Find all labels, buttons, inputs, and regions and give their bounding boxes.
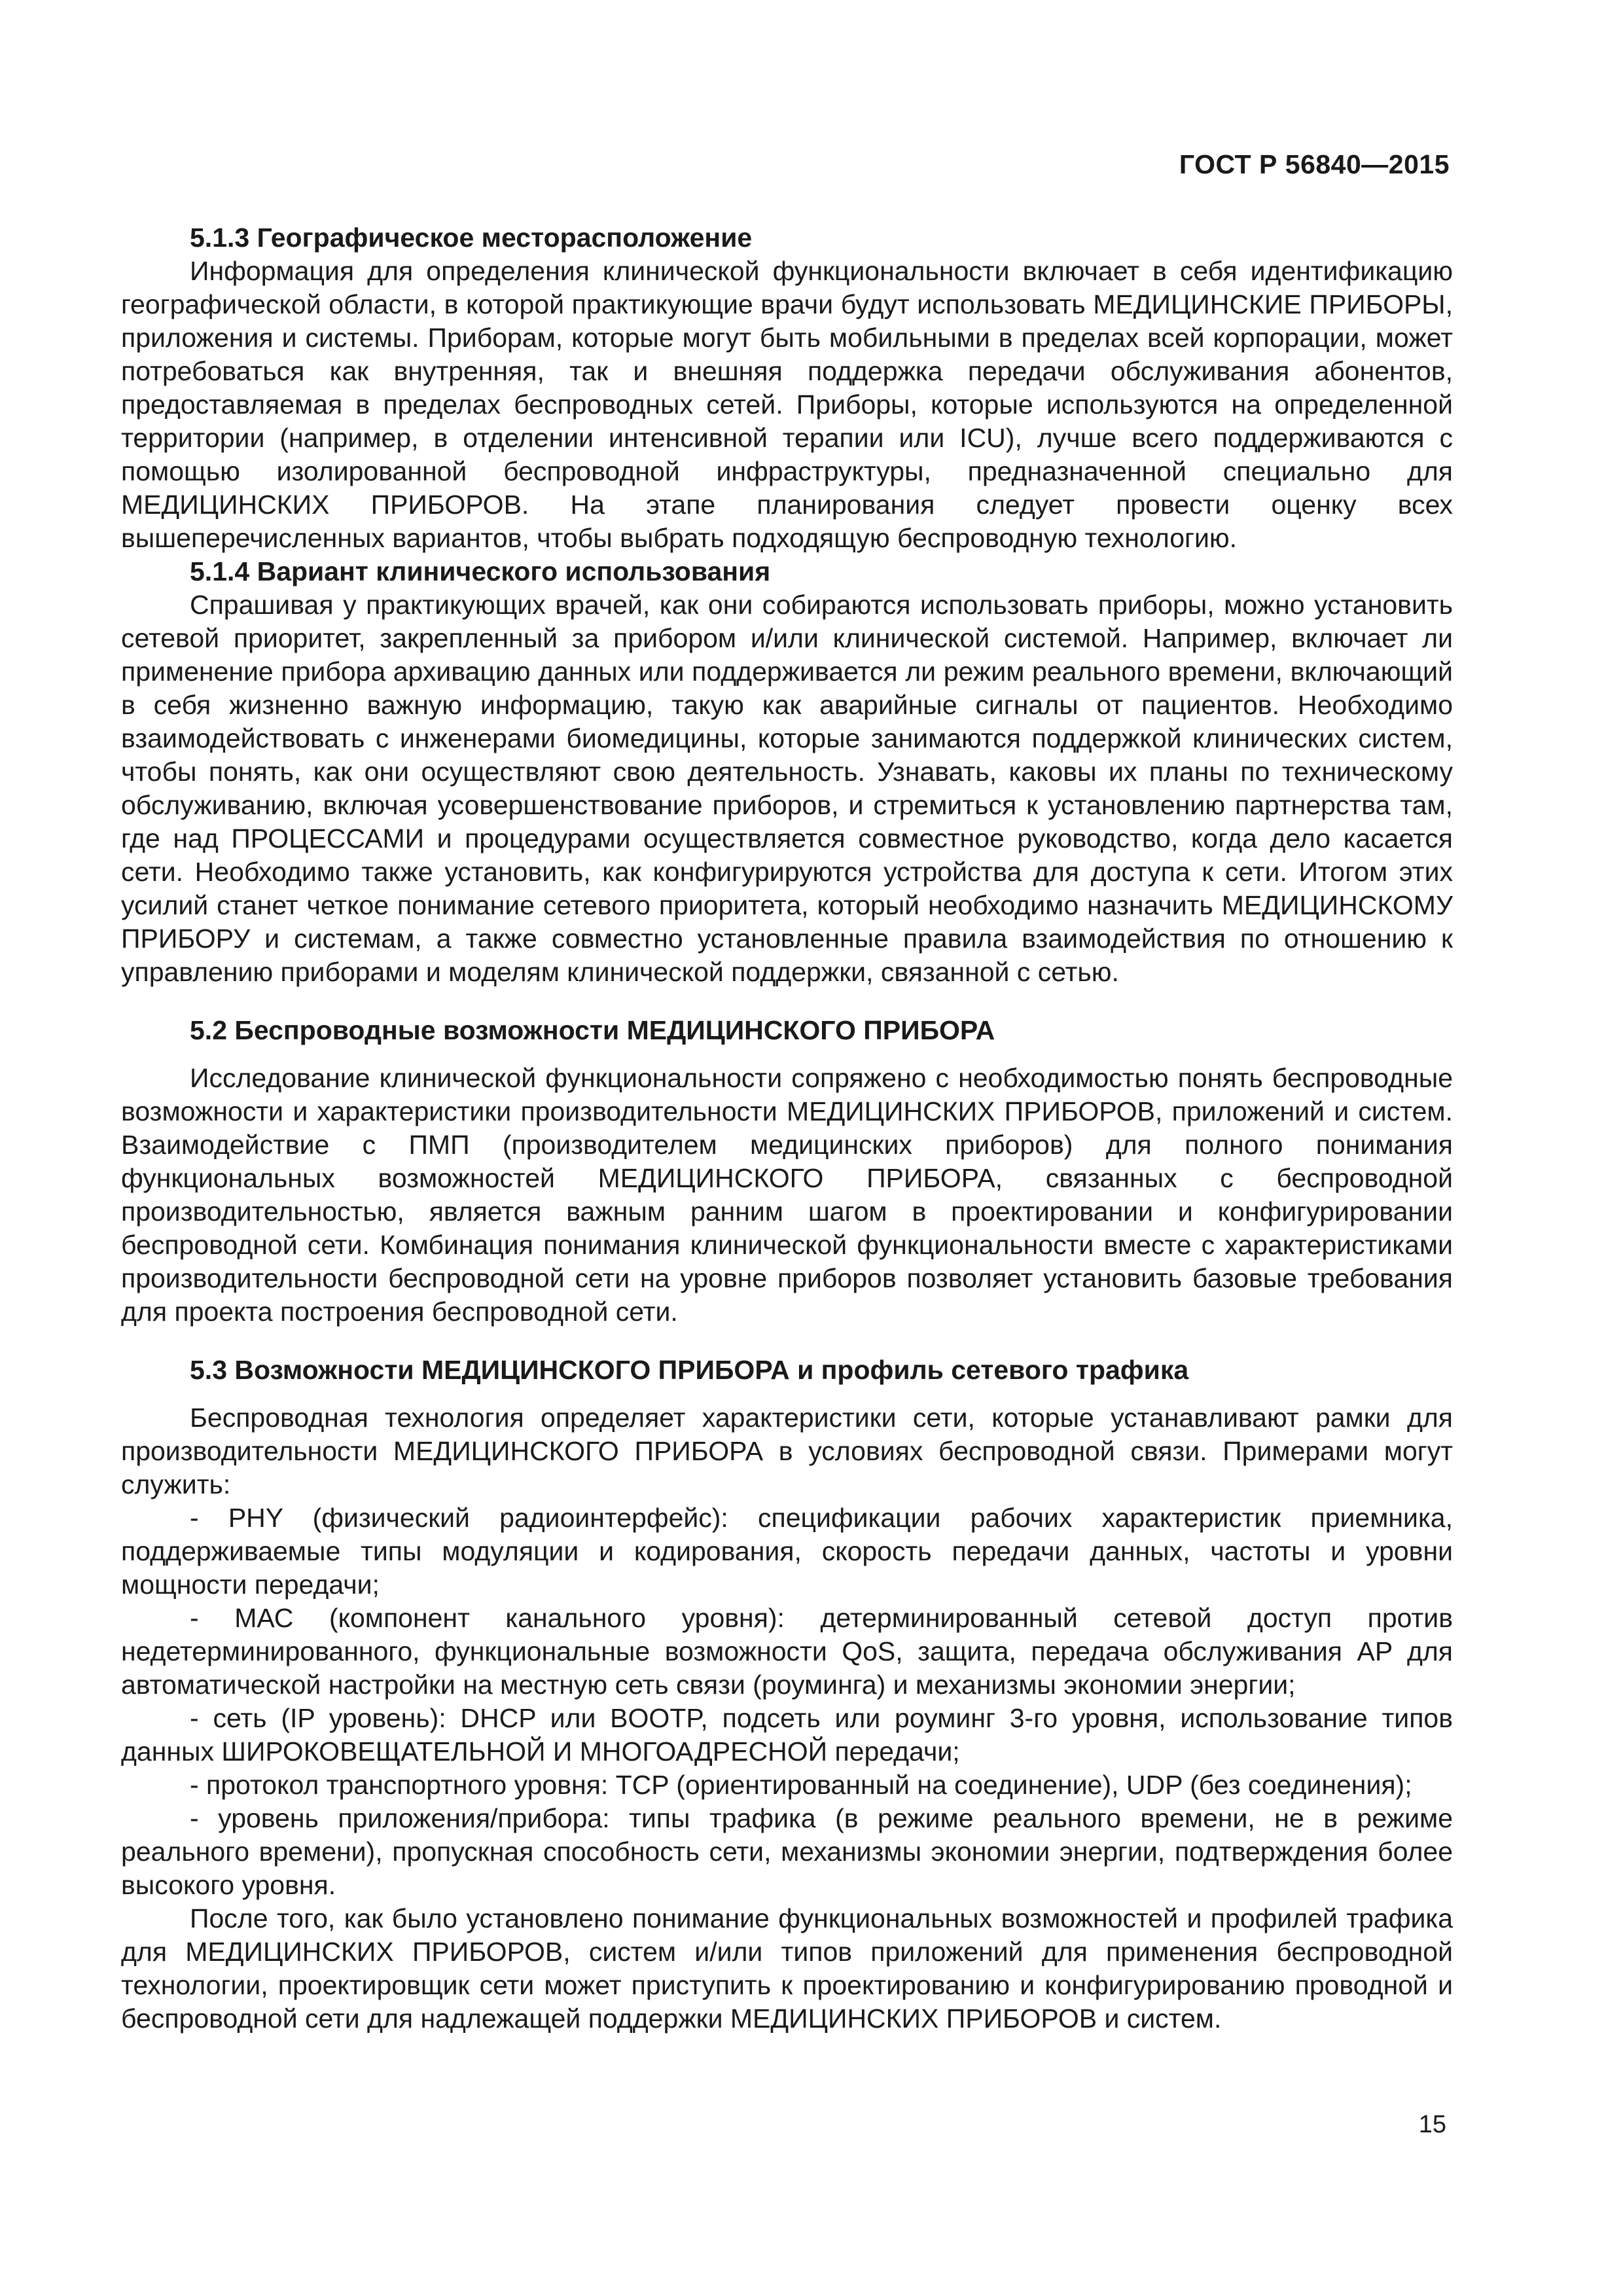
paragraph-5-1-4: Спрашивая у практикующих врачей, как они собираются использовать приборы, можно установить сетевой приоритет, закрепленный за прибором и/или клинической системой. Например, включает ли применение прибора архивацию данных или поддерживается ли режим реального времени, включающий в себя жизненно важную информацию, такую как аварийные сигналы от пациентов. Необходимо взаимодействовать с инженерами биомедицины, которые занимаются поддержкой клинических систем, чтобы понять, как они осуществляют свою деятельность. Узнавать, каковы их планы по техническому обслуживанию, включая усовершенствование приборов, и стремиться к установлению партнерства там, где над ПРОЦЕССАМИ и процедурами осуществляется совместное руководство, когда дело касается сети. Необходимо также установить, как конфигурируются устройства для доступа к сети. Итогом этих усилий станет четкое понимание сетевого приоритета, который необходимо назначить МЕДИЦИНСКОМУ ПРИБОРУ и системам, а также совместно установленные правила взаимодействия по отношению к управлению приборами и моделям клинической поддержки, связанной с сетью. — [121, 590, 1453, 987]
section-heading-5-2: 5.2 Беспроводные возможности МЕДИЦИНСКОГО ПРИБОРА — [190, 1015, 995, 1045]
paragraph-5-2: Исследование клинической функциональности сопряжено с необходимостью понять беспроводные возможности и характеристики производительности МЕДИЦИНСКИХ ПРИБОРОВ, приложений и систем. Взаимодействие с ПМП (производителем медицинских приборов) для полного понимания функциональных возможностей МЕДИЦИНСКОГО ПРИБОРА, связанных с беспроводной производительностью, является важным ранним шагом в проектировании и конфигурировании беспроводной сети. Комбинация понимания клинической функциональности вместе с характеристиками производительности беспроводной сети на уровне приборов позволяет установить базовые требования для проекта построения беспроводной сети. — [121, 1063, 1453, 1327]
section-heading-5-1-3: 5.1.3 Географическое месторасположение — [190, 223, 753, 253]
document-code-header: ГОСТ Р 56840—2015 — [1179, 149, 1450, 179]
list-item-transport: - протокол транспортного уровня: TCP (ориентированный на соединение), UDP (без соединения); — [190, 1770, 1412, 1800]
page-number: 15 — [1418, 2111, 1446, 2138]
list-item-application: - уровень приложения/прибора: типы трафика (в режиме реального времени, не в режиме реального времени), пропускная способность сети, механизмы экономии энергии, подтверждения более высокого уровня. — [121, 1803, 1453, 1900]
document-body — [121, 221, 1453, 2036]
paragraph-5-3-conclusion: После того, как было установлено понимание функциональных возможностей и профилей трафика для МЕДИЦИНСКИХ ПРИБОРОВ, систем и/или типов приложений для применения беспроводной технологии, проектировщик сети может приступить к проектированию и конфигурированию проводной и беспроводной сети для надлежащей поддержки МЕДИЦИНСКИХ ПРИБОРОВ и систем. — [121, 1903, 1453, 2034]
list-item-mac: - МАС (компонент канального уровня): детерминированный сетевой доступ против недетерминированного, функциональные возможности QoS, защита, передача обслуживания AP для автоматической настройки на местную сеть связи (роуминга) и механизмы экономии энергии; — [121, 1603, 1453, 1700]
section-heading-5-1-4: 5.1.4 Вариант клинического использования — [190, 556, 771, 586]
paragraph-5-3-intro: Беспроводная технология определяет характеристики сети, которые устанавливают рамки для производительности МЕДИЦИНСКОГО ПРИБОРА в условиях беспроводной связи. Примерами могут служить: — [121, 1403, 1453, 1499]
section-heading-5-3: 5.3 Возможности МЕДИЦИНСКОГО ПРИБОРА и профиль сетевого трафика — [190, 1355, 1189, 1385]
list-item-phy: - PHY (физический радиоинтерфейс): спецификации рабочих характеристик приемника, поддерживаемые типы модуляции и кодирования, скорость передачи данных, частоты и уровни мощности передачи; — [121, 1503, 1453, 1600]
paragraph-5-1-3: Информация для определения клинической функциональности включает в себя идентификацию географической области, в которой практикующие врачи будут использовать МЕДИЦИНСКИЕ ПРИБОРЫ, приложения и системы. Приборам, которые могут быть мобильными в пределах всей корпорации, может потребоваться как внутренняя, так и внешняя поддержка передачи обслуживания абонентов, предоставляемая в пределах беспроводных сетей. Приборы, которые используются на определенной территории (например, в отделении интенсивной терапии или ICU), лучше всего поддерживаются с помощью изолированной беспроводной инфраструктуры, предназначенной специально для МЕДИЦИНСКИХ ПРИБОРОВ. На этапе планирования следует провести оценку всех вышеперечисленных вариантов, чтобы выбрать подходящую беспроводную технологию. — [121, 256, 1453, 553]
list-item-network: - сеть (IP уровень): DHCP или BOOTP, подсеть или роуминг 3-го уровня, использование типов данных ШИРОКОВЕЩАТЕЛЬНОЙ И МНОГОАДРЕСНОЙ передачи; — [121, 1703, 1453, 1767]
